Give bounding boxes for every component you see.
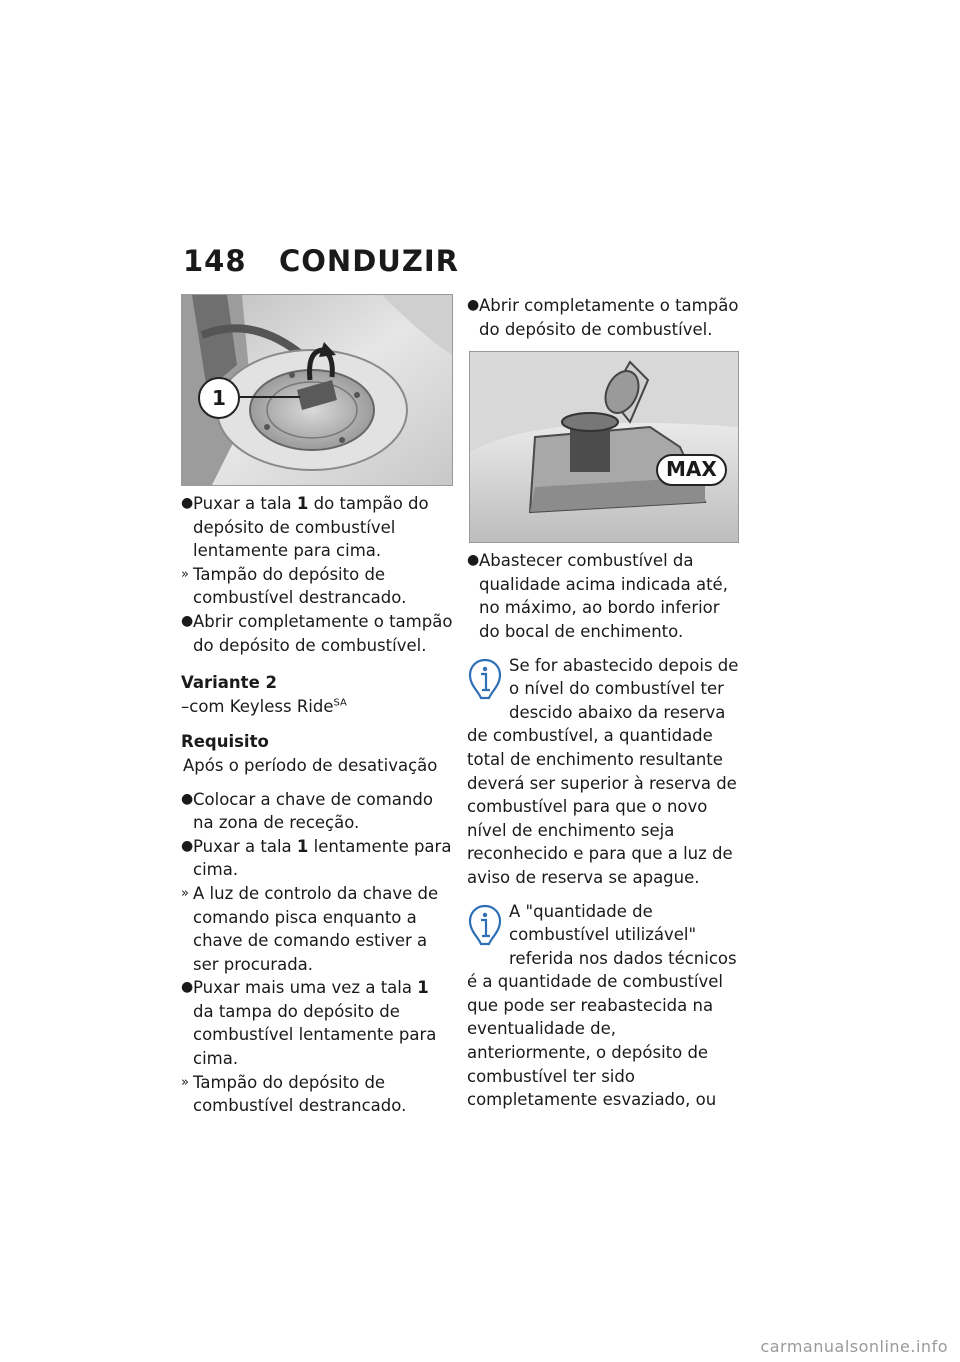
requirement-text: Após o período de desativação bbox=[183, 755, 438, 775]
callout-1: 1 bbox=[198, 377, 240, 419]
bullet-icon: ● bbox=[467, 552, 480, 569]
info-note-reserve: Se for abastecido depois de o nível do combustível ter descido abaixo da reserva de combustível, a quantidade total de enchimento resultante deverá ser superior à reserva de combustível para que o novo nível de enchimento seja reconhecido e para que a luz de aviso de reserva se apague. bbox=[467, 655, 739, 887]
step-pull-tab-2: ● Puxar a tala 1 lentamente para cima. bbox=[181, 836, 452, 880]
page-title: CONDUZIR bbox=[279, 244, 459, 278]
step-refuel: ● Abastecer combustível da qualidade acima indicada até, no máximo, ao bordo inferior do bocal de enchimento. bbox=[467, 551, 728, 641]
left-column bbox=[181, 294, 453, 1118]
result-arrow-icon: » bbox=[181, 566, 188, 582]
fuel-filler-illustration bbox=[470, 352, 738, 542]
fuel-cap-figure bbox=[181, 294, 453, 486]
variant-title: Variante 2 bbox=[181, 673, 277, 693]
bullet-icon: ● bbox=[181, 495, 194, 511]
step-open-cap-2: ● Abrir completamente o tampão do depósito de combustível. bbox=[467, 296, 739, 339]
footer-watermark: carmanualsonline.info bbox=[760, 1337, 948, 1356]
result-arrow-icon: » bbox=[181, 885, 188, 901]
fuel-filler-figure bbox=[469, 351, 739, 543]
max-label: MAX bbox=[656, 454, 727, 486]
bullet-icon: ● bbox=[181, 790, 194, 807]
bullet-icon: ● bbox=[181, 837, 194, 854]
result-unlocked-2: » Tampão do depósito de combustível destrancado. bbox=[181, 1072, 407, 1116]
result-light-flashes: » A luz de controlo da chave de comando pisca enquanto a chave de comando estiver a ser procurada. bbox=[181, 883, 439, 974]
callout-line bbox=[238, 396, 300, 398]
info-icon bbox=[467, 904, 503, 948]
result-arrow-icon: » bbox=[181, 1074, 188, 1090]
requirement-title: Requisito bbox=[181, 732, 269, 752]
result-unlocked: » Tampão do depósito de combustível destrancado. bbox=[181, 564, 407, 608]
step-place-key: ● Colocar a chave de comando na zona de receção. bbox=[181, 789, 433, 833]
page-header bbox=[183, 244, 459, 278]
step-open-cap: ● Abrir completamente o tampão do depósito de combustível. bbox=[181, 611, 453, 655]
bullet-icon: ● bbox=[467, 297, 480, 313]
bullet-icon: ● bbox=[181, 979, 194, 996]
right-column bbox=[467, 294, 742, 1112]
info-icon bbox=[467, 658, 503, 702]
variant-subtitle: –com Keyless Ride$^{SA}$ bbox=[181, 696, 347, 716]
info-note-quantity: A "quantidade de combustível utilizável" referida nos dados técnicos é a quantidade de combustível que pode ser reabastecida na eventualidade de, anteriormente, o depósito de combustível ter sido completamente esvaziado, ou bbox=[467, 901, 737, 1110]
step-pull-tab: ● Puxar a tala 1 do tampão do depósito de combustível lentamente para cima. bbox=[181, 494, 429, 561]
sa-superscript: SA bbox=[333, 697, 347, 709]
step-pull-tab-3: ● Puxar mais uma vez a tala 1 da tampa do depósito de combustível lentamente para cima. bbox=[181, 978, 437, 1069]
page-number: 148 bbox=[183, 244, 247, 278]
bullet-icon: ● bbox=[181, 612, 194, 629]
